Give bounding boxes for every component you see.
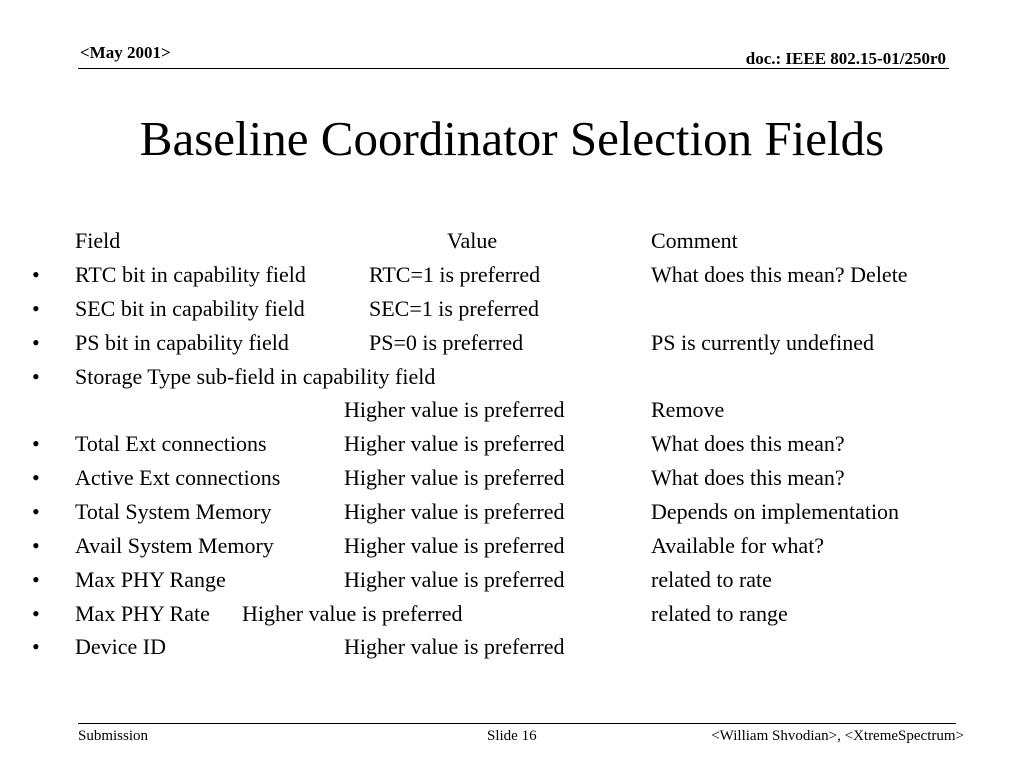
header-value: Value — [447, 228, 498, 253]
field-cell: PS bit in capability field — [75, 330, 289, 355]
table-row — [0, 565, 1024, 599]
comment-cell: What does this mean? — [651, 465, 845, 490]
table-row — [0, 429, 1024, 463]
table-row — [0, 463, 1024, 497]
bullet: • — [32, 296, 40, 321]
slide-title: Baseline Coordinator Selection Fields — [139, 111, 885, 166]
header-field: Field — [75, 228, 121, 253]
table-row — [0, 497, 1024, 531]
bullet: • — [32, 431, 40, 456]
value-cell: Higher value is preferred — [344, 431, 565, 456]
table-row — [0, 599, 1024, 633]
footer-author: <William Shvodian>, <XtremeSpectrum> — [711, 728, 964, 744]
bullet: • — [32, 567, 40, 592]
bullet: • — [32, 262, 40, 287]
table-row — [0, 531, 1024, 565]
field-cell: Total Ext connections — [75, 431, 267, 456]
comment-cell: related to rate — [651, 567, 772, 592]
footer-submission: Submission — [78, 728, 149, 744]
bullet: • — [32, 601, 40, 626]
table-row — [0, 395, 1024, 429]
bullet: • — [32, 533, 40, 558]
value-cell: Higher value is preferred — [344, 465, 565, 490]
value-cell: Higher value is preferred — [344, 634, 565, 659]
field-cell: Active Ext connections — [75, 465, 281, 490]
value-cell: RTC=1 is preferred — [369, 262, 541, 287]
value-cell: Higher value is preferred — [344, 567, 565, 592]
comment-cell: What does this mean? — [651, 431, 845, 456]
bullet: • — [32, 330, 40, 355]
value-cell: SEC=1 is preferred — [369, 296, 540, 321]
bullet: • — [32, 499, 40, 524]
bullet: • — [32, 364, 40, 389]
header-doc-id: doc.: IEEE 802.15-01/250r0 — [745, 49, 946, 68]
header-date: <May 2001> — [80, 43, 171, 62]
table-row — [0, 260, 1024, 294]
header-divider — [78, 68, 949, 69]
field-cell: SEC bit in capability field — [75, 296, 305, 321]
footer-divider — [78, 723, 956, 724]
footer-slide-number: Slide 16 — [487, 728, 537, 744]
field-cell: Avail System Memory — [75, 533, 274, 558]
field-cell: RTC bit in capability field — [75, 262, 306, 287]
table-header-row — [0, 226, 1024, 260]
bullet: • — [32, 465, 40, 490]
bullet: • — [32, 634, 40, 659]
field-cell: Total System Memory — [75, 499, 272, 524]
table-row — [0, 362, 1024, 396]
field-cell: Max PHY Range — [75, 567, 226, 592]
value-cell: Higher value is preferred — [344, 499, 565, 524]
table-row — [0, 328, 1024, 362]
comment-cell: Available for what? — [651, 533, 825, 558]
table-row — [0, 294, 1024, 328]
comment-cell: Remove — [651, 397, 725, 422]
value-cell: Higher value is preferred — [344, 397, 565, 422]
comment-cell: What does this mean? Delete — [651, 262, 908, 287]
header-comment: Comment — [651, 228, 738, 253]
comment-cell: Depends on implementation — [651, 499, 900, 524]
field-cell: Max PHY Rate — [75, 601, 210, 626]
value-cell: Higher value is preferred — [344, 533, 565, 558]
comment-cell: related to range — [651, 601, 788, 626]
value-cell: PS=0 is preferred — [369, 330, 524, 355]
table-row — [0, 632, 1024, 666]
field-cell: Storage Type sub-field in capability field — [75, 364, 436, 389]
value-cell: Higher value is preferred — [242, 601, 463, 626]
comment-cell: PS is currently undefined — [651, 330, 875, 355]
field-cell: Device ID — [75, 634, 167, 659]
